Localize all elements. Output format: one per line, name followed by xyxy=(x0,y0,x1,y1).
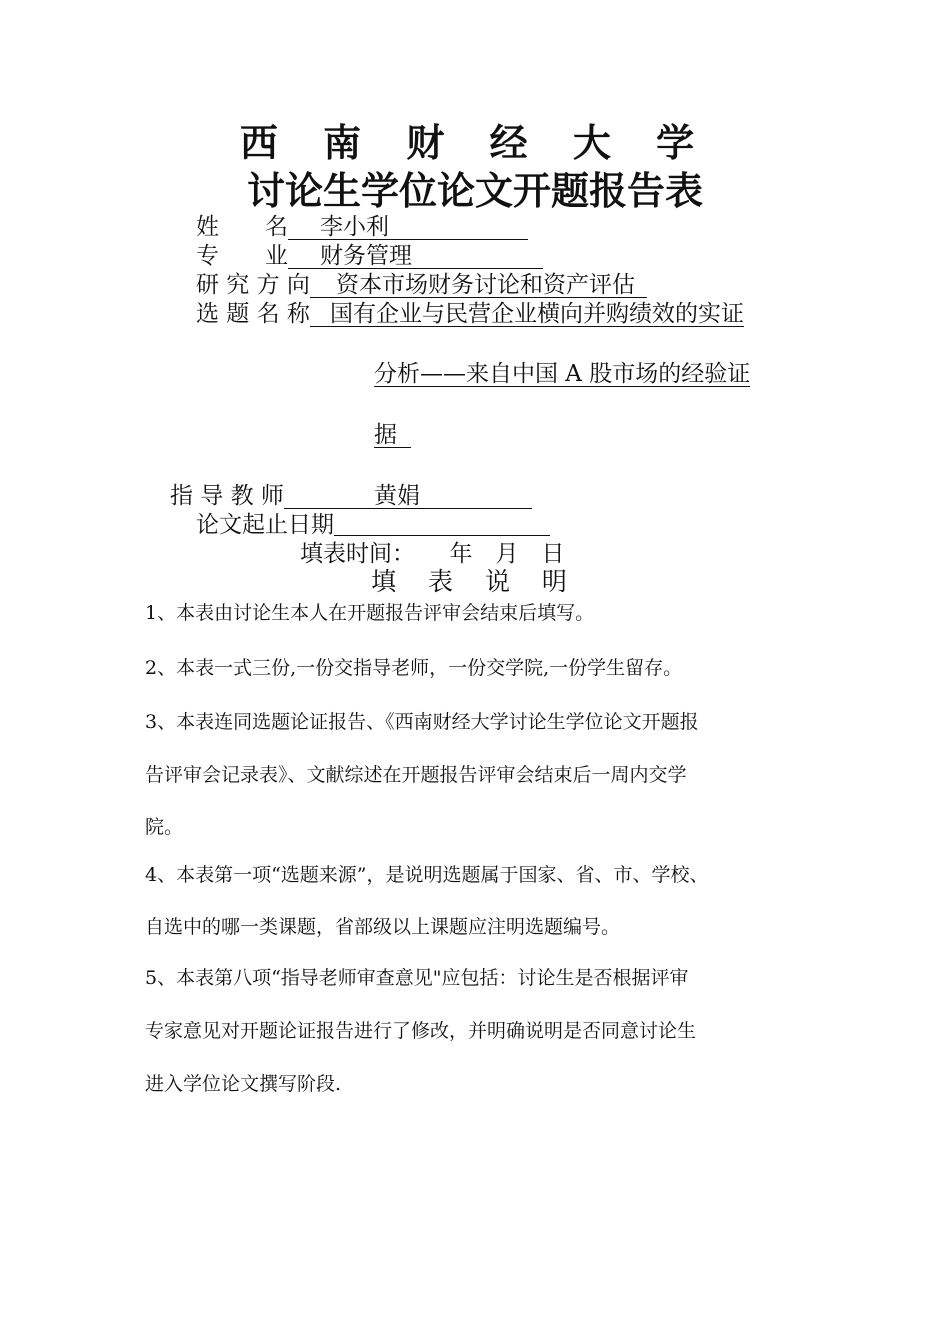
fill-time: 填表时间： 年 月 日 xyxy=(300,541,565,567)
topic-line-2: 分析——来自中国 A 股市场的经验证 xyxy=(374,361,751,387)
direction-row xyxy=(196,271,647,299)
note-5-line-3: 进入学位论文撰写阶段. xyxy=(145,1073,342,1095)
dates-value xyxy=(334,511,550,536)
major-value: 财务管理 xyxy=(288,244,543,269)
topic-line-1: 国有企业与民营企业横向并购绩效的实证 xyxy=(310,302,744,327)
note-3-line-1: 3、本表连同选题论证报告、《西南财经大学讨论生学位论文开题报 xyxy=(145,711,699,733)
topic-line-3: 据 xyxy=(374,423,411,448)
advisor-row xyxy=(170,482,532,510)
note-4-line-1: 4、本表第一项“选题来源”，是说明选题属于国家、省、市、学校、 xyxy=(145,864,709,886)
topic-continuation-1 xyxy=(374,360,750,388)
notes-title: 填 表 说 明 xyxy=(371,567,579,596)
direction-value: 资本市场财务讨论和资产评估 xyxy=(310,273,647,298)
note-1: 1、本表由讨论生本人在开题报告评审会结束后填写。 xyxy=(145,602,595,624)
topic-continuation-2 xyxy=(374,421,411,449)
note-4-line-2: 自选中的哪一类课题，省部级以上课题应注明选题编号。 xyxy=(145,916,621,938)
note-3-line-3: 院。 xyxy=(145,816,184,838)
major-row xyxy=(196,242,543,270)
dates-label: 论文起止日期 xyxy=(196,512,334,538)
advisor-value: 黄娟 xyxy=(284,484,532,509)
note-5-line-1: 5、本表第八项“指导老师审查意见"应包括：讨论生是否根据评审 xyxy=(145,967,689,989)
note-2: 2、本表一式三份,一份交指导老师，一份交学院,一份学生留存。 xyxy=(145,657,683,679)
name-row xyxy=(196,213,528,241)
note-5-line-2: 专家意见对开题论证报告进行了修改，并明确说明是否同意讨论生 xyxy=(145,1020,697,1042)
dates-row xyxy=(196,511,550,539)
university-name: 西 南 财 经 大 学 xyxy=(239,121,711,165)
name-label: 姓 名 xyxy=(196,214,288,240)
advisor-label: 指 导 教 师 xyxy=(170,483,284,509)
note-3-line-2: 告评审会记录表》、文献综述在开题报告评审会结束后一周内交学 xyxy=(145,764,687,786)
topic-row xyxy=(196,300,744,328)
topic-label: 选 题 名 称 xyxy=(196,301,310,327)
direction-label: 研 究 方 向 xyxy=(196,272,310,298)
name-value: 李小利 xyxy=(288,215,528,240)
form-title: 讨论生学位论文开题报告表 xyxy=(246,169,703,213)
major-label: 专 业 xyxy=(196,243,288,269)
